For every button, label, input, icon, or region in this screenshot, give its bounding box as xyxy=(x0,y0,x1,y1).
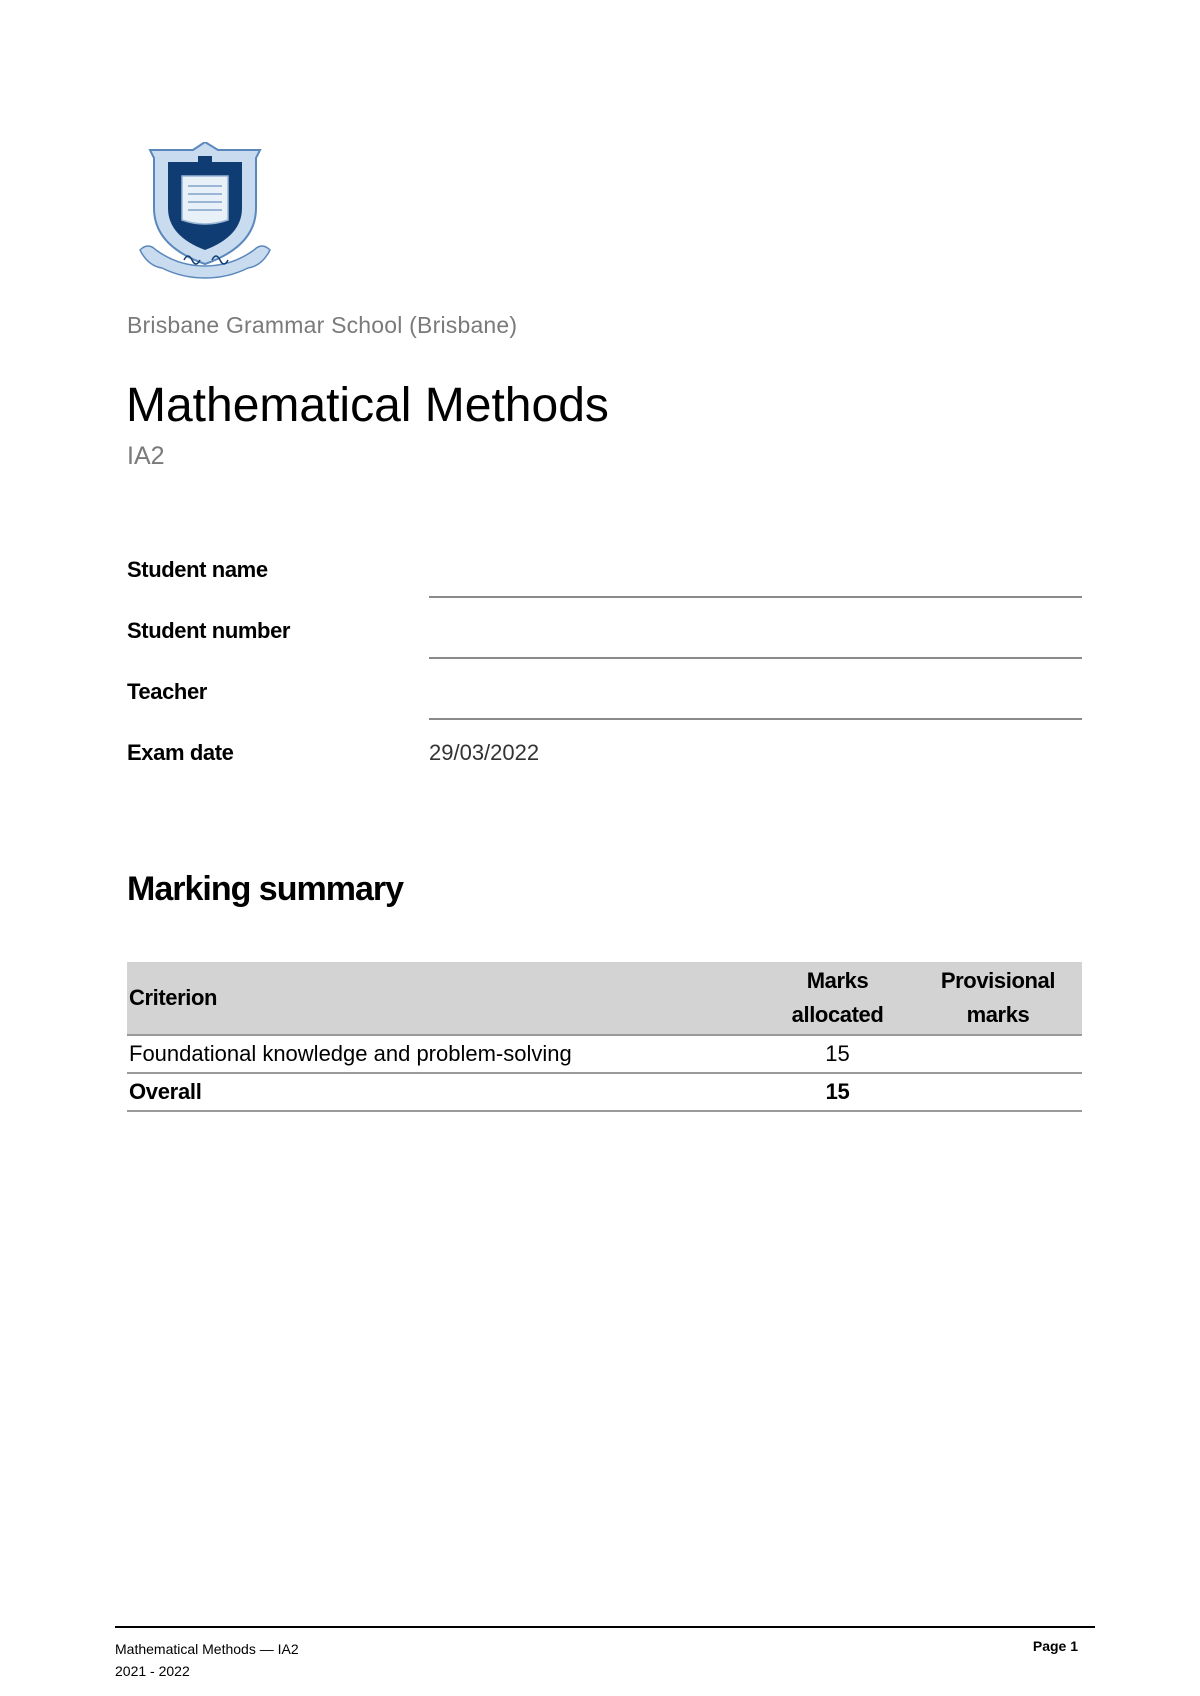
teacher-line xyxy=(429,718,1082,720)
marking-summary-heading: Marking summary xyxy=(127,870,403,908)
footer-year: 2021 - 2022 xyxy=(115,1663,190,1679)
marks-allocated-cell: 15 xyxy=(761,1035,914,1073)
exam-date-label: Exam date xyxy=(127,740,234,765)
footer-page-number: Page 1 xyxy=(1032,1638,1078,1654)
criterion-header-label: Criterion xyxy=(129,985,218,1010)
overall-row xyxy=(127,1073,1082,1111)
criterion-cell: Foundational knowledge and problem-solving xyxy=(127,1035,761,1073)
footer-doc-title: Mathematical Methods — IA2 xyxy=(115,1641,299,1657)
overall-provisional-cell xyxy=(914,1073,1082,1111)
marks-allocated-header-line1: Marks xyxy=(806,968,869,993)
marking-summary-table xyxy=(127,962,1082,1112)
overall-label: Overall xyxy=(127,1073,761,1111)
school-name: Brisbane Grammar School (Brisbane) xyxy=(127,312,518,338)
table-header-row xyxy=(127,962,1082,1035)
provisional-header-line2: marks xyxy=(966,1002,1030,1027)
provisional-header-line1: Provisional xyxy=(940,968,1056,993)
student-number-line xyxy=(429,657,1082,659)
criterion-header xyxy=(127,962,761,1035)
assessment-code: IA2 xyxy=(127,442,165,470)
exam-date-row xyxy=(127,740,1082,780)
footer-divider xyxy=(115,1626,1095,1628)
provisional-marks-cell xyxy=(914,1035,1082,1073)
subject-title: Mathematical Methods xyxy=(126,379,609,432)
teacher-row xyxy=(127,679,1082,719)
student-name-line xyxy=(429,596,1082,598)
teacher-label: Teacher xyxy=(127,679,207,704)
marks-allocated-header-line2: allocated xyxy=(791,1002,884,1027)
school-crest-logo xyxy=(138,142,288,282)
student-name-row xyxy=(127,557,1082,597)
marks-allocated-header xyxy=(761,962,914,1035)
footer-left xyxy=(115,1638,299,1682)
student-number-row xyxy=(127,618,1082,658)
overall-marks-cell: 15 xyxy=(761,1073,914,1111)
provisional-marks-header xyxy=(914,962,1082,1035)
student-name-label: Student name xyxy=(127,557,268,582)
exam-date-value: 29/03/2022 xyxy=(429,740,540,765)
student-number-label: Student number xyxy=(127,618,291,643)
table-row xyxy=(127,1035,1082,1073)
